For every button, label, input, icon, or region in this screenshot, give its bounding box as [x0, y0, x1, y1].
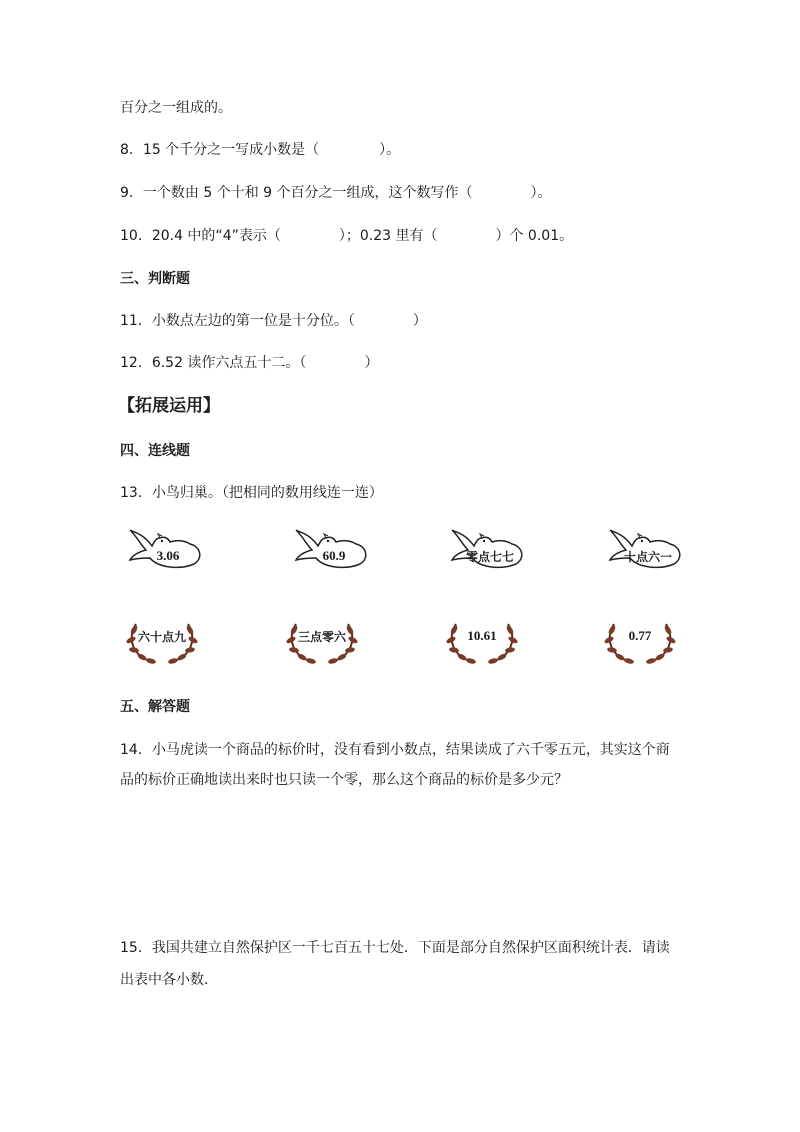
- question-9: [120, 183, 552, 203]
- bird-card[interactable]: [124, 524, 204, 576]
- bird-card[interactable]: [446, 524, 526, 576]
- nest-card[interactable]: [602, 616, 678, 668]
- section-heading-matching: 四、连线题: [120, 443, 190, 459]
- question-10: [120, 226, 573, 246]
- q11-text-end: ）: [412, 313, 427, 329]
- q12-text-end: ）: [364, 355, 379, 371]
- bird-card[interactable]: [290, 524, 370, 576]
- question-15-line-1: 15．我国共建立自然保护区一千七百五十七处．下面是部分自然保护区面积统计表．请读: [120, 940, 670, 956]
- nest-number: 10.61: [467, 628, 497, 643]
- question-14-line-2: 品的标价正确地读出来时也只读一个零，那么这个商品的标价是多少元？: [120, 772, 568, 788]
- nest-card[interactable]: [444, 616, 520, 668]
- q10-text-mid: ）；0.23 里有（: [338, 228, 438, 244]
- q8-text: 8．15 个千分之一写成小数是（: [120, 142, 320, 158]
- q10-text: 10．20.4 中的“4”表示（: [120, 228, 281, 244]
- question-13: 13．小鸟归巢。（把相同的数用线连一连）: [120, 485, 383, 501]
- bird-number: 十点六一: [623, 550, 672, 564]
- question-12: [120, 353, 378, 373]
- q11-text: 11．小数点左边的第一位是十分位。（: [120, 313, 355, 329]
- nest-card[interactable]: [284, 616, 360, 668]
- bird-number: 60.9: [322, 548, 346, 563]
- section-heading-answer: 五、解答题: [120, 699, 190, 715]
- bird-number: 3.06: [156, 548, 180, 563]
- question-11: [120, 311, 427, 331]
- q10-text-end: ）个 0.01。: [495, 228, 574, 244]
- q12-text: 12．6.52 读作六点五十二。（: [120, 355, 307, 371]
- nest-number: 0.77: [628, 628, 652, 643]
- nest-card[interactable]: [124, 616, 200, 668]
- question-8: [120, 140, 400, 160]
- expand-heading: 【拓展运用】: [118, 396, 220, 416]
- q8-text-end: ）。: [379, 142, 401, 158]
- nest-number: 三点零六: [297, 630, 346, 644]
- bird-card[interactable]: [604, 524, 684, 576]
- q9-text: 9．一个数由 5 个十和 9 个百分之一组成，这个数写作（: [120, 185, 473, 201]
- section-heading-judge: 三、判断题: [120, 271, 190, 287]
- nest-number: 六十点九: [137, 630, 186, 644]
- text-line: 百分之一组成的。: [120, 100, 232, 116]
- question-14-line-1: 14．小马虎读一个商品的标价时，没有看到小数点，结果读成了六千零五元，其实这个商: [120, 742, 670, 758]
- bird-number: 零点七七: [465, 550, 514, 564]
- q9-text-end: ）。: [530, 185, 552, 201]
- question-15-line-2: 出表中各小数．: [120, 972, 218, 988]
